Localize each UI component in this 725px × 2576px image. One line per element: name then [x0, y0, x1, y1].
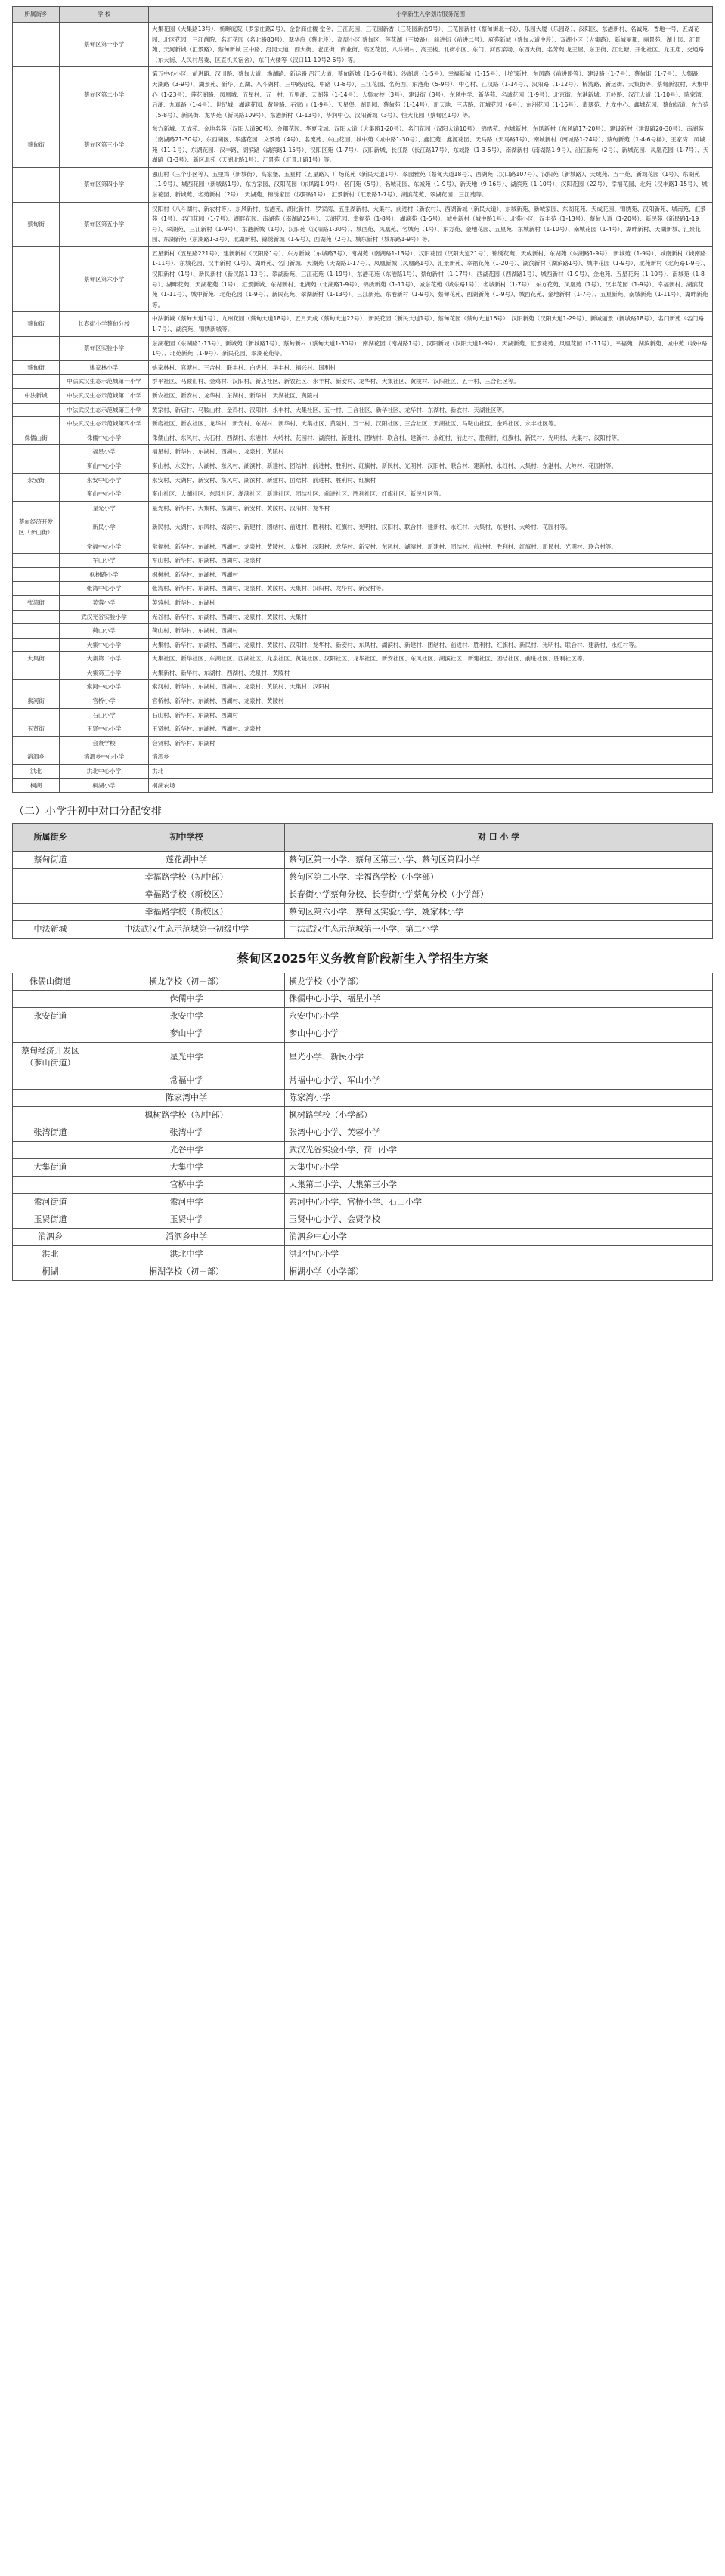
school-cell: 星光小学 [60, 501, 149, 515]
primary-schools-cell: 武汉光谷实验小学、荷山小学 [285, 1142, 713, 1159]
street-cell [13, 1072, 88, 1090]
school-cell: 石山小学 [60, 708, 149, 722]
range-cell: 奓山村、永安村、大湖村、东风村、湖滨村、新建村、团结村、前进村、胜利村、红旗村、新民村、光明村、汉阳村、联合村、建新村、永红村、大集村、东港村、大岭村、花园村等。 [149, 459, 713, 473]
header-range: 小学新生入学划片服务范围 [149, 7, 713, 23]
street-cell [13, 23, 60, 67]
street-cell: 蔡甸经济开发区（奓山街） [13, 515, 60, 540]
table-row [13, 694, 713, 709]
range-cell: 洪北 [149, 765, 713, 779]
table-row [13, 778, 713, 793]
school-cell: 玉贤中心小学 [60, 722, 149, 737]
school-cell: 蔡甸区第四小学 [60, 167, 149, 202]
street-cell: 大集街道 [13, 1159, 88, 1177]
street-cell [13, 567, 60, 582]
street-cell [13, 554, 60, 568]
table-row [13, 973, 713, 991]
range-cell: 星光村、新华村、大集村、东湖村、新安村、黄陵村、汉阳村、龙华村 [149, 501, 713, 515]
table-row [13, 246, 713, 312]
range-cell: 常福村、新华村、东湖村、西湖村、龙泉村、黄陵村、大集村、汉阳村、龙华村、新安村、东风村、湖滨村、新建村、团结村、前进村、胜利村、红旗村、新民村、光明村、联合村等。 [149, 540, 713, 554]
primary-schools-cell: 中法武汉生态示范城第一小学、第二小学 [285, 921, 713, 939]
table-row [13, 1177, 713, 1194]
table-row [13, 1025, 713, 1043]
table-row [13, 336, 713, 360]
middle-school-cell: 幸福路学校（初中部） [88, 869, 285, 886]
table-row [13, 501, 713, 515]
school-cell: 中法武汉生态示范城第一小学 [60, 375, 149, 389]
primary-schools-cell: 索河中心小学、官桥小学、石山小学 [285, 1194, 713, 1211]
street-cell: 玉贤街 [13, 722, 60, 737]
street-cell [13, 680, 60, 694]
street-cell: 蔡甸经济开发区（奓山街道） [13, 1043, 88, 1072]
school-cell: 中法武汉生态示范城第二小学 [60, 389, 149, 404]
school-cell: 大集第二小学 [60, 652, 149, 666]
school-cell: 蔡甸区实验小学 [60, 336, 149, 360]
table-row [13, 1090, 713, 1107]
street-cell [13, 246, 60, 312]
document-title: 蔡甸区2025年义务教育阶段新生入学招生方案 [237, 951, 488, 966]
range-cell: 新民村、大湖村、东风村、湖滨村、新建村、团结村、前进村、胜利村、红旗村、光明村、汉阳村、联合村、建新村、永红村、大集村、东港村、大岭村、花园村等。 [149, 515, 713, 540]
table-row [13, 67, 713, 122]
street-cell [13, 1142, 88, 1159]
range-cell: 奓山社区、大湖社区、东风社区、湖滨社区、新建社区、团结社区、前进社区、胜利社区、红旗社区、新民社区等。 [149, 487, 713, 502]
table-row [13, 1159, 713, 1177]
primary-schools-cell: 桐湖小学（小学部） [285, 1263, 713, 1281]
street-cell [13, 487, 60, 502]
primary-schools-cell: 大集中心小学 [285, 1159, 713, 1177]
street-cell [13, 1090, 88, 1107]
middle-school-cell: 光谷中学 [88, 1142, 285, 1159]
school-cell: 常福中心小学 [60, 540, 149, 554]
primary-schools-cell: 常福中心小学、军山小学 [285, 1072, 713, 1090]
school-cell: 长春街小学蔡甸分校 [60, 312, 149, 336]
street-cell: 张湾街道 [13, 1124, 88, 1142]
school-cell: 福星小学 [60, 445, 149, 459]
primary-schools-cell: 星光小学、新民小学 [285, 1043, 713, 1072]
school-cell: 荷山小学 [60, 624, 149, 639]
street-cell [13, 736, 60, 750]
range-cell: 黄家村、新店村、马鞍山村、金鸡村、汉阳村、永丰村、大集社区、五一村、三合社区、新华社区、龙华村、东湖村、新农村、天湖社区等。 [149, 403, 713, 417]
primary-schools-cell: 玉贤中心小学、会贤学校 [285, 1211, 713, 1229]
table-row [13, 459, 713, 473]
range-cell: 大集社区、新华社区、东湖社区、西湖社区、龙泉社区、黄陵社区、汉阳社区、龙华社区、新安社区、东风社区、湖滨社区、新建社区、团结社区、前进社区、胜利社区等。 [149, 652, 713, 666]
street-cell [13, 638, 60, 652]
range-cell: 大集花园（大集路13号）、桥畔庭院（罗家庄路2号）、金誉商住楼 堂舍、三江花园、三花园新香（三花园新香9号）、三花园新村（蔡甸街北一段）、乐园大厦（乐园路）、汉阳区、东港新村、名诚苑、香地一号、五湖花园、北区花园、三江尚院、名汇花园（名北路80号）、翠华庭（蔡北段）、高屋小区 蔡甸区、莲花湖（王坡路）、前进街（前进二号）、府苑新城（蔡甸大道中段）、双湖小区（大集路）、新城丽都、丽景苑、湖上园、汇景苑、天河新城（汇景路）、蔡甸新城 三中路、沿河大道、西大街、老正街、商业街、高区花园、八斗湖村、高王楼、北街小区、东门、河西菜场、东西大街、名芳苑 龙王屋、东正街、江北塘、开化社区、龙王庙、交通路（东大街、人民村居委、区直机关宿舍）、东门大楼等（汉口11-19号2-6号）等。 [149, 23, 713, 67]
header-street: 所属街乡 [13, 7, 60, 23]
street-cell [13, 582, 60, 596]
street-cell [13, 666, 60, 680]
table-row [13, 417, 713, 431]
primary-schools-cell: 枫树路学校（小学部） [285, 1107, 713, 1124]
table-row [13, 1107, 713, 1124]
table-row [13, 750, 713, 765]
range-cell: 石山村、新华村、东湖村、西湖村 [149, 708, 713, 722]
street-cell: 张湾街 [13, 595, 60, 610]
street-cell: 大集街 [13, 652, 60, 666]
school-cell: 消泗乡中心小学 [60, 750, 149, 765]
table-row [13, 487, 713, 502]
range-cell: 侏儒山村、东风村、大石村、西湖村、东港村、大岭村、花园村、湖滨村、新建村、团结村、联合村、建新村、永红村、前进村、胜利村、红旗村、新民村、光明村、大集村、汉阳村等。 [149, 431, 713, 445]
table-row [13, 403, 713, 417]
table-row [13, 1229, 713, 1246]
table-row [13, 708, 713, 722]
middle-school-cell: 大集中学 [88, 1159, 285, 1177]
table-row [13, 1246, 713, 1263]
range-cell: 玉贤村、新华村、东湖村、西湖村、龙泉村 [149, 722, 713, 737]
street-cell: 洪北 [13, 765, 60, 779]
table-row [13, 680, 713, 694]
middle-school-cell: 玉贤中学 [88, 1211, 285, 1229]
street-cell: 中法新城 [13, 921, 88, 939]
school-cell: 官桥小学 [60, 694, 149, 709]
section-title: （二）小学升初中对口分配安排 [14, 806, 162, 818]
table-row [13, 869, 713, 886]
range-cell: 光谷村、新华村、东湖村、西湖村、龙泉村、黄陵村、大集村 [149, 610, 713, 624]
street-cell [13, 1025, 88, 1043]
street-cell: 侏儒山街道 [13, 973, 88, 991]
school-cell: 武汉光谷实验小学 [60, 610, 149, 624]
table-row [13, 312, 713, 336]
table-row [13, 652, 713, 666]
school-cell: 蔡甸区第一小学 [60, 23, 149, 67]
school-cell: 中法武汉生态示范城第四小学 [60, 417, 149, 431]
primary-schools-cell: 侏儒中心小学、福星小学 [285, 991, 713, 1008]
street-cell: 永安街 [13, 473, 60, 487]
range-cell: 新农社区、新安村、龙华村、东湖村、新华村、天湖社区、黄陵村 [149, 389, 713, 404]
range-cell: 中法新城（蔡甸大道1号）、九州花园（蔡甸大道18号）、五月天成（蔡甸大道22号）、新民花园（新民大道1号）、蔡甸花园（蔡甸大道16号）、汉阳新苑（汉阳大道1-29号）、新城丽景（新城路18号）、名门新苑（名门路1-7号）、湖滨苑、锦绣新城等。 [149, 312, 713, 336]
table-header-row [13, 7, 713, 23]
range-cell: 消泗乡 [149, 750, 713, 765]
middle-school-cell: 奓山中学 [88, 1025, 285, 1043]
middle-school-cell: 消泗乡中学 [88, 1229, 285, 1246]
table-row [13, 991, 713, 1008]
primary-schools-cell: 张湾中心小学、芙蓉小学 [285, 1124, 713, 1142]
header-middle-school: 初中学校 [88, 824, 285, 852]
range-cell: 永安村、大湖村、新安村、东风村、湖滨村、新建村、团结村、前进村、胜利村、红旗村 [149, 473, 713, 487]
street-cell: 中法新城 [13, 389, 60, 404]
middle-school-cell: 索河中学 [88, 1194, 285, 1211]
document [12, 0, 713, 1281]
primary-schools-cell: 大集第二小学、大集第三小学 [285, 1177, 713, 1194]
primary-schools-cell: 陈家湾小学 [285, 1090, 713, 1107]
table-row [13, 375, 713, 389]
school-cell: 芙蓉小学 [60, 595, 149, 610]
street-cell: 蔡甸街道 [13, 852, 88, 869]
middle-school-cell: 中法武汉生态示范城第一初级中学 [88, 921, 285, 939]
street-cell: 侏儒山街 [13, 431, 60, 445]
school-cell: 张湾中心小学 [60, 582, 149, 596]
table-row [13, 360, 713, 375]
middle-school-cell: 莲花湖中学 [88, 852, 285, 869]
table-row [13, 473, 713, 487]
table-row [13, 167, 713, 202]
header-primary-schools: 对 口 小 学 [285, 824, 713, 852]
primary-schools-cell: 蔡甸区第六小学、蔡甸区实验小学、姚家林小学 [285, 904, 713, 921]
street-cell: 消泗乡 [13, 1229, 88, 1246]
table-row [13, 666, 713, 680]
street-cell [13, 445, 60, 459]
table-row [13, 582, 713, 596]
table-row [13, 904, 713, 921]
table-row [13, 722, 713, 737]
middle-school-mapping-table-continued [12, 973, 713, 1281]
range-cell: 张湾村、新华村、东湖村、西湖村、龙泉村、黄陵村、大集村、汉阳村、龙华村、新安村等。 [149, 582, 713, 596]
range-cell: 枫树村、新华村、东湖村、西湖村 [149, 567, 713, 582]
header-school: 学 校 [60, 7, 149, 23]
school-cell: 中法武汉生态示范城第三小学 [60, 403, 149, 417]
table-row [13, 431, 713, 445]
middle-school-mapping-table [12, 823, 713, 939]
school-cell: 会贤学校 [60, 736, 149, 750]
street-cell [13, 886, 88, 904]
street-cell [13, 403, 60, 417]
street-cell [13, 459, 60, 473]
school-cell: 姚家林小学 [60, 360, 149, 375]
primary-schools-cell: 消泗乡中心小学 [285, 1229, 713, 1246]
table-row [13, 595, 713, 610]
middle-school-cell: 陈家湾中学 [88, 1090, 285, 1107]
street-cell [13, 67, 60, 122]
street-cell [13, 167, 60, 202]
table-row [13, 638, 713, 652]
range-cell: 会贤村、新华村、东湖村 [149, 736, 713, 750]
table-row [13, 122, 713, 167]
middle-school-cell: 幸福路学校（新校区） [88, 904, 285, 921]
primary-schools-cell: 长春街小学蔡甸分校、长春街小学蔡甸分校（小学部） [285, 886, 713, 904]
table-row [13, 736, 713, 750]
table-row [13, 1142, 713, 1159]
table-row [13, 1124, 713, 1142]
primary-schools-cell: 蔡甸区第二小学、幸福路学校（小学部） [285, 869, 713, 886]
school-cell: 大集中心小学 [60, 638, 149, 652]
middle-school-cell: 侏儒中学 [88, 991, 285, 1008]
range-cell: 芙蓉村、新华村、东湖村 [149, 595, 713, 610]
table-row [13, 852, 713, 869]
street-cell [13, 624, 60, 639]
street-cell [13, 501, 60, 515]
street-cell [13, 991, 88, 1008]
school-cell: 枫树路小学 [60, 567, 149, 582]
street-cell [13, 610, 60, 624]
range-cell: 东方新城、天成苑、金地名苑（汉阳大道90号）、金都花园、华夏宝城、汉阳大道（大集路1-20号）、名门花园（汉阳大道10号）、锦绣苑、东城新村、东风新村（东风路17-20号）、建设新村（建设路20-30号）、南湖苑（南湖路21-30号）、东西湖区、华盛花园、文景苑（4号）、名流苑、东山花园、城中苑（城中路1-30号）、鑫汇苑、鑫源花园、天马路（天马路1号）、南城新村（南城路1-24号）、蔡甸新苑（1-4-6号楼）、王家湾、凤城苑（11-1号）、东湖花园、汉丰路、湖滨路（湖滨路1-15号）、汉阳区苑（1-7号）、汉阳新城、长江路（长江路17号）、东城路（1-3-5号）、南湖新村（南湖路1-9号）、沿江新苑（2号）、新城花园、凤凰花园（1-7号）、天湖路（1-3号）、新区北苑（天湖北路1号）、汇景苑（汇景北路1号）等。 [149, 122, 713, 167]
table-row [13, 540, 713, 554]
range-cell: 索河村、新华村、东湖村、西湖村、龙泉村、黄陵村、大集村、汉阳村 [149, 680, 713, 694]
table-row [13, 389, 713, 404]
range-cell: 大集新村、新华村、东湖村、西湖村、龙泉村、黄陵村 [149, 666, 713, 680]
school-cell: 蔡甸区第六小学 [60, 246, 149, 312]
school-cell: 奓山中心小学 [60, 487, 149, 502]
table-row [13, 921, 713, 939]
street-cell: 蔡甸街 [13, 202, 60, 246]
table-row [13, 567, 713, 582]
school-cell: 蔡甸区第二小学 [60, 67, 149, 122]
middle-school-cell: 枫树路学校（初中部） [88, 1107, 285, 1124]
middle-school-cell: 星光中学 [88, 1043, 285, 1072]
street-cell: 蔡甸街 [13, 312, 60, 336]
street-cell [13, 336, 60, 360]
middle-school-cell: 张湾中学 [88, 1124, 285, 1142]
primary-schools-cell: 奓山中心小学 [285, 1025, 713, 1043]
street-cell: 索河街道 [13, 1194, 88, 1211]
street-cell: 索河街 [13, 694, 60, 709]
middle-school-cell: 洪北中学 [88, 1246, 285, 1263]
middle-school-cell: 官桥中学 [88, 1177, 285, 1194]
primary-schools-cell: 永安中心小学 [285, 1008, 713, 1025]
header-street: 所属街乡 [13, 824, 88, 852]
street-cell [13, 375, 60, 389]
range-cell: 独山村（三个小区等）、五里湾（新城街）、高家堡、五星村（五星路）、广场花苑（新民大道1号）、翠园雅苑（蔡甸大道18号）、西湖苑（汉口路107号）、汉阳苑（新城路）、天成苑、五一苑、新城花园（1号）、东湖苑（1-9号）、城西花园（新城路1号）、东方家园、汉阳花园（东风路1-9号）、名门苑（5号）、名城花园、东城苑（1-9号）、新天地（9-16号）、湖滨苑（1-10号）、汉阳花园（22号）、幸福花园、北苑（汉丰路1-15号）、城东花园、新城苑、名苑新村（2号）、天湖苑、锦绣家园（汉阳路1号）、汇景新村（汇景路1-7号）、湖滨花苑、翠湖花园、三江苑等。 [149, 167, 713, 202]
table-row [13, 23, 713, 67]
range-cell: 桐湖农场 [149, 778, 713, 793]
street-cell: 蔡甸街 [13, 360, 60, 375]
street-cell [13, 417, 60, 431]
table-row [13, 624, 713, 639]
middle-school-cell: 永安中学 [88, 1008, 285, 1025]
school-cell: 侏儒中心小学 [60, 431, 149, 445]
range-cell: 汉阳村（八斗湖村、新农村等）、东风新村、东港苑、湖北新村、罗家湾、五里湖新村、大集村、前进村（新农村）、西湖新城（新民大道）、东城新苑、新城家园、东湖花苑、天成花园、锦绣苑、汉阳新苑、城南苑、汇景苑（1号）、名门花园（1-7号）、湖畔花园、南湖苑（南湖路25号）、天湖花园、幸福苑（1-8号）、湖滨苑（1-5号）、城中新村（城中路1号）、北苑小区、汉丰苑（1-13号）、蔡甸大道（1-20号）、新民苑（新民路1-19号）、翠湖苑、三江新村（1-9号）、东港新城（1号）、汉阳苑（汉阳路1-30号）、城西苑、凤凰苑、名城苑（1号）、东方苑、金地花园、五星苑、东城新村（1-10号）、南城花园（1-4号）、湖畔新村、天湖新城、汇景花园、东湖新苑（东湖路1-3号）、北湖新村、锦绣新城（1-9号）、西湖苑（2号）、城东新村（城东路1-9号）等。 [149, 202, 713, 246]
table-row [13, 1043, 713, 1072]
primary-schools-cell: 横龙学校（小学部） [285, 973, 713, 991]
range-cell: 新店社区、新农社区、龙华村、新安村、东湖村、新华村、大集社区、黄陵村、五一村、汉阳社区、三合社区、天湖社区、马鞍山社区、金鸡社区、永丰社区等。 [149, 417, 713, 431]
school-cell: 奓山中心小学 [60, 459, 149, 473]
table-row [13, 1072, 713, 1090]
middle-school-cell: 桐湖学校（初中部） [88, 1263, 285, 1281]
school-cell: 洪北中心小学 [60, 765, 149, 779]
school-cell: 桐湖小学 [60, 778, 149, 793]
street-cell [13, 708, 60, 722]
street-cell: 玉贤街道 [13, 1211, 88, 1229]
range-cell: 群平社区、马鞍山村、金鸡村、汉阳村、新店社区、新农社区、永丰村、新安村、龙华村、大集社区、黄陵村、汉阳社区、五一村、三合社区等。 [149, 375, 713, 389]
range-cell: 荷山村、新华村、东湖村、西湖村 [149, 624, 713, 639]
street-cell: 洪北 [13, 1246, 88, 1263]
table-row [13, 610, 713, 624]
table-row [13, 1194, 713, 1211]
range-cell: 第五中心小区、前进路、汉川路、蔡甸大道、渔湖路、新运路 沿江大道、蔡甸新城（1-5-6号楼）、沙湖塘（1-5号）、幸福新城（1-15号）、世纪新村、东风路（前进路等）、建设路（1-7号）、蔡甸街（1-7号）、大集路、天湖路（3-9号）、湖景苑、新华、五湖、八斗湖村、三中路沿线、中路（1-8号）、三江花园、名苑西、东港苑（5-9号）、中心村、江汉路（1-14号）、汉阳路（1-12号）、桥湾路、新运街、大集街等、蔡甸新农村、大集中心（1-23号）、莲花湖路、凤凰城、五星村、五一村、五里湖、天湖苑（1-14号）、大集农校（3号）、建设街（3号）、东风中学、新华苑、名诚花园（1-9号）、北京街、东港新城、五岭路、汉江大道（1-10号）、陈家湾、后湖、九真路（1-4号）、世纪城、湖滨花园、黄陵路、石家山（1-9号）、天星堡、湖景园、蔡甸苑（1-14号）、新天地、三店路、江城花园（6号）、东洲花园（1-16号）、翡翠苑、九龙中心、鑫城花园、蔡甸街道、东方苑（5-8号）、新民街、龙华苑（新民路109号）、东港新村（1-13号）、华润中心、汉阳新城（3号）、恒大花园（蔡甸区1号）等。 [149, 67, 713, 122]
street-cell: 蔡甸街 [13, 122, 60, 167]
table-row [13, 1263, 713, 1281]
table-row [13, 515, 713, 540]
primary-schools-cell: 洪北中心小学 [285, 1246, 713, 1263]
street-cell [13, 1177, 88, 1194]
street-cell [13, 869, 88, 886]
range-cell: 官桥村、新华村、东湖村、西湖村、龙泉村、黄陵村 [149, 694, 713, 709]
street-cell: 消泗乡 [13, 750, 60, 765]
table-row [13, 1211, 713, 1229]
middle-school-cell: 幸福路学校（新校区） [88, 886, 285, 904]
street-cell: 桐湖 [13, 1263, 88, 1281]
table-header-row [13, 824, 713, 852]
table-row [13, 202, 713, 246]
primary-zoning-table [12, 6, 713, 793]
street-cell: 永安街道 [13, 1008, 88, 1025]
range-cell: 大集村、新华村、东湖村、西湖村、龙泉村、黄陵村、汉阳村、龙华村、新安村、东风村、湖滨村、新建村、团结村、前进村、胜利村、红旗村、新民村、光明村、联合村、建新村、永红村等。 [149, 638, 713, 652]
street-cell [13, 1107, 88, 1124]
primary-schools-cell: 蔡甸区第一小学、蔡甸区第三小学、蔡甸区第四小学 [285, 852, 713, 869]
school-cell: 大集第三小学 [60, 666, 149, 680]
street-cell [13, 540, 60, 554]
table-row [13, 445, 713, 459]
range-cell: 东湖花园（东湖路1-13号）、新城苑（新城路1号）、蔡甸新村（蔡甸大道1-30号）、南湖花园（南湖路1号）、汉阳新城（汉阳大道1-9号）、天湖新苑、汇景花苑、凤凰花园（1-11号）、幸福苑、湖滨新苑、城中苑（城中路1号）、北苑新苑（1-9号）、新民花园、翠湖花苑等。 [149, 336, 713, 360]
middle-school-cell: 横龙学校（初中部） [88, 973, 285, 991]
school-cell: 蔡甸区第三小学 [60, 122, 149, 167]
table-row [13, 886, 713, 904]
range-cell: 五星新村（五星路221号）、建新新村（汉阳路1号）、东方新城（东城路3号）、南湖苑（南湖路1-13号）、汉阳花园（汉阳大道21号）、锦绣花苑、天成新村、东湖苑（东湖路1-9号）、新城苑（1-9号）、城南新村（城南路1-11号）、东城花园、汉丰新村（1号）、湖畔苑、名门新城、天湖苑（天湖路1-17号）、凤凰新城（凤凰路1号）、汇景新苑、幸福花苑（1-20号）、湖滨新村（湖滨路1号）、城中花园（1-9号）、北苑新村（北苑路1-9号）、汉阳新村（1号）、新民新村（新民路1-13号）、翠湖新苑、三江花苑（1-19号）、东港花苑（东港路1号）、蔡甸新村（1-17号）、西湖花园（西湖路1号）、城西新村（1-9号）、金地苑、五星花苑（1-10号）、南城苑（1-8号）、湖畔花苑、天湖花苑（1号）、汇景新城、东湖新村、北湖苑（北湖路1-9号）、锦绣新苑（1-11号）、城东花苑（城东路1号）、名城新村（1-7号）、东方花苑、凤凰苑（1号）、汉丰花园（1-9号）、幸福新村、湖滨花苑（1-11号）、城中新苑、北苑花园（1-9号）、新民花苑、翠湖新村（1-13号）、三江新苑、东港新村（1-9号）、蔡甸花苑、西湖新苑（1-9号）、城西花苑、金地新村（1-7号）、五星新苑、南城新苑（1-11号）、湖畔新苑等。 [149, 246, 713, 312]
school-cell: 索河中心小学 [60, 680, 149, 694]
school-cell: 军山小学 [60, 554, 149, 568]
range-cell: 姚家林村、官塘村、三合村、联丰村、白虎村、华丰村、福兴村、国利村 [149, 360, 713, 375]
school-cell: 新民小学 [60, 515, 149, 540]
range-cell: 军山村、新华村、东湖村、西湖村、龙泉村 [149, 554, 713, 568]
table-row [13, 1008, 713, 1025]
table-row [13, 554, 713, 568]
range-cell: 福星村、新华村、东湖村、西湖村、龙泉村、黄陵村 [149, 445, 713, 459]
table-row [13, 765, 713, 779]
street-cell [13, 904, 88, 921]
school-cell: 永安中心小学 [60, 473, 149, 487]
street-cell: 桐湖 [13, 778, 60, 793]
middle-school-cell: 常福中学 [88, 1072, 285, 1090]
school-cell: 蔡甸区第五小学 [60, 202, 149, 246]
